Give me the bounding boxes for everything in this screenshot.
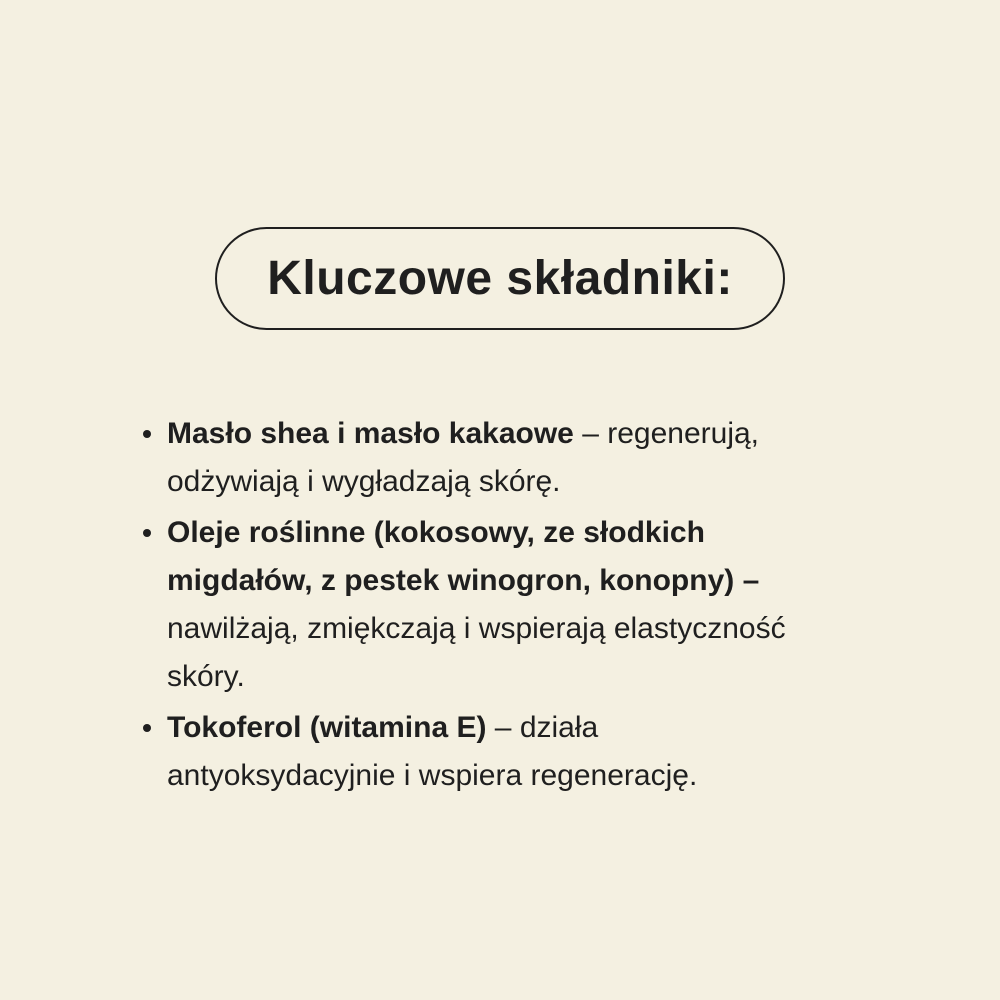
bold-text: Masło shea i masło kakaowe: [167, 417, 574, 450]
text-line: [167, 704, 697, 752]
text-line: [167, 605, 786, 653]
regular-text: skóry.: [167, 660, 245, 693]
regular-text: – regenerują,: [573, 417, 760, 450]
regular-text: antyoksydacyjnie i wspiera regenerację.: [167, 759, 698, 792]
list-item: [143, 509, 933, 701]
bullet-icon: [143, 430, 151, 438]
page-title: Kluczowe składniki:: [267, 252, 733, 305]
ingredients-list: [143, 410, 933, 803]
regular-text: odżywiają i wygładzają skórę.: [167, 465, 561, 498]
list-item: [143, 704, 933, 800]
text-line: [167, 509, 786, 557]
title-pill: [215, 227, 785, 330]
bold-text: Oleje roślinne (kokosowy, ze słodkich: [167, 516, 705, 549]
list-item-text: [167, 509, 786, 701]
bold-text: Tokoferol (witamina E): [167, 711, 487, 744]
regular-text: nawilżają, zmiękczają i wspierają elastyczność: [167, 612, 786, 645]
text-line: [167, 653, 786, 701]
list-item: [143, 410, 933, 506]
bullet-icon: [143, 529, 151, 537]
list-item-text: [167, 410, 759, 506]
regular-text: – działa: [486, 711, 599, 744]
bold-text: migdałów, z pestek winogron, konopny) –: [167, 564, 760, 597]
text-line: [167, 752, 697, 800]
text-line: [167, 557, 786, 605]
bullet-icon: [143, 724, 151, 732]
text-line: [167, 458, 759, 506]
list-item-text: [167, 704, 697, 800]
text-line: [167, 410, 759, 458]
